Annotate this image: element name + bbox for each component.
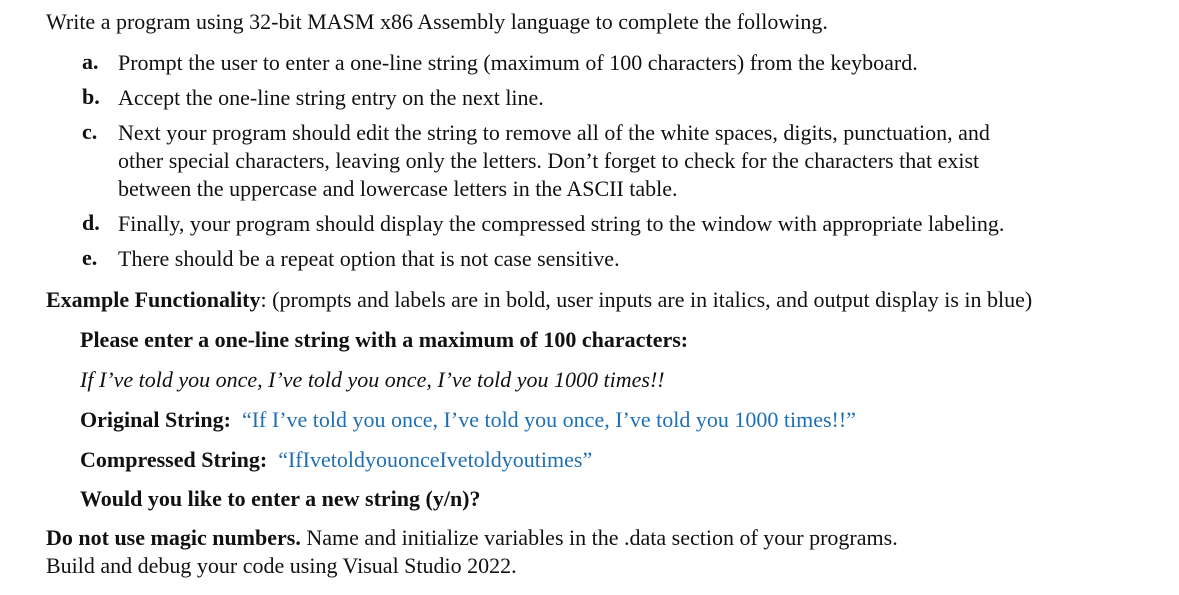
footer-line-1-rest: Name and initialize variables in the .data section of your programs. bbox=[300, 525, 898, 550]
example-user-input: If I’ve told you once, I’ve told you once, I’ve told you 1000 times!! bbox=[80, 367, 665, 392]
item-b-marker: b. bbox=[82, 84, 100, 109]
item-c-line-2: other special characters, leaving only the letters. Don’t forget to check for the characters that exist bbox=[118, 148, 980, 173]
item-d-marker: d. bbox=[82, 210, 100, 235]
item-c-line-1: Next your program should edit the string to remove all of the white spaces, digits, punctuation, and bbox=[118, 120, 990, 145]
item-c-marker: c. bbox=[82, 119, 98, 144]
footer-line-1 bbox=[46, 524, 898, 552]
example-heading-bold: Example Functionality bbox=[46, 287, 261, 312]
item-a-text: Prompt the user to enter a one-line string (maximum of 100 characters) from the keyboard. bbox=[118, 50, 918, 75]
footer-line-2: Build and debug your code using Visual Studio 2022. bbox=[46, 553, 517, 578]
example-repeat-prompt: Would you like to enter a new string (y/n)? bbox=[80, 486, 481, 511]
example-heading bbox=[46, 286, 1032, 314]
example-compressed-line bbox=[80, 446, 592, 474]
footer-magic-numbers: Do not use magic numbers. bbox=[46, 525, 301, 550]
example-prompt: Please enter a one-line string with a maximum of 100 characters: bbox=[80, 327, 689, 352]
item-a-marker: a. bbox=[82, 49, 99, 74]
compressed-string-label: Compressed String: bbox=[80, 447, 268, 472]
item-d-text: Finally, your program should display the compressed string to the window with appropriate labeling. bbox=[118, 211, 1005, 236]
original-string-label: Original String: bbox=[80, 407, 231, 432]
item-e-text: There should be a repeat option that is not case sensitive. bbox=[118, 246, 620, 271]
item-c-line-3: between the uppercase and lowercase letters in the ASCII table. bbox=[118, 176, 678, 201]
example-heading-rest: : (prompts and labels are in bold, user inputs are in italics, and output display is in blue) bbox=[260, 287, 1033, 312]
compressed-string-value: “IfIvetoldyouonceIvetoldyoutimes” bbox=[278, 447, 593, 472]
intro-text: Write a program using 32-bit MASM x86 Assembly language to complete the following. bbox=[46, 9, 828, 34]
example-original-line bbox=[80, 406, 856, 434]
original-string-value: “If I’ve told you once, I’ve told you once, I’ve told you 1000 times!!” bbox=[241, 407, 856, 432]
item-b-text: Accept the one-line string entry on the next line. bbox=[118, 85, 544, 110]
item-e-marker: e. bbox=[82, 245, 98, 270]
